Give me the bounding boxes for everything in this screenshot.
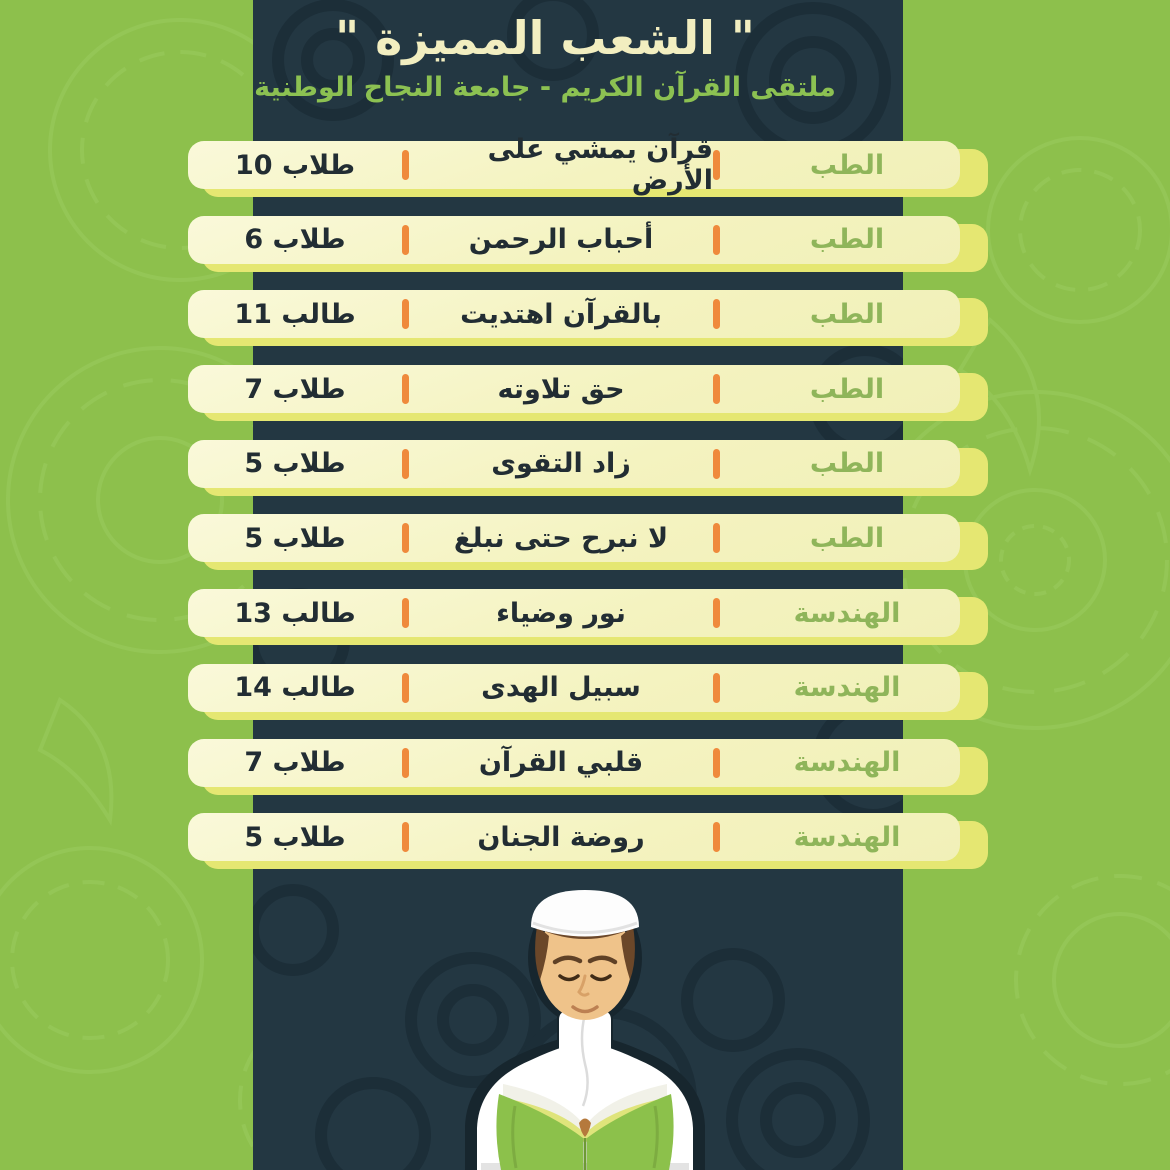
divider-bar — [713, 822, 720, 852]
divider-bar — [402, 523, 409, 553]
department-label: الطب — [809, 522, 885, 554]
students-count: 11 طالب — [234, 298, 356, 330]
group-name: سبيل الهدى — [481, 672, 641, 704]
section-row — [188, 739, 960, 787]
students-count: 10 طلاب — [234, 149, 356, 181]
students-count: 7 طلاب — [244, 373, 346, 405]
divider-bar — [402, 449, 409, 479]
students-count: 14 طالب — [234, 672, 356, 704]
department-label: الطب — [809, 224, 885, 256]
students-count: 6 طلاب — [244, 224, 346, 256]
divider-bar — [402, 673, 409, 703]
department-label: الطب — [809, 298, 885, 330]
section-row — [188, 440, 960, 488]
group-name: زاد التقوى — [491, 448, 631, 480]
divider-bar — [402, 748, 409, 778]
divider-bar — [713, 748, 720, 778]
row-pill — [188, 440, 960, 488]
group-name: روضة الجنان — [477, 821, 645, 853]
section-row — [188, 365, 960, 413]
section-row — [188, 290, 960, 338]
row-pill — [188, 739, 960, 787]
students-count: 13 طالب — [234, 597, 356, 629]
department-label: الطب — [809, 448, 885, 480]
divider-bar — [713, 225, 720, 255]
section-row — [188, 134, 960, 196]
divider-bar — [713, 598, 720, 628]
section-row — [188, 216, 960, 264]
section-row — [188, 813, 960, 861]
department-label: الهندسة — [793, 597, 901, 629]
divider-bar — [402, 299, 409, 329]
row-pill — [188, 134, 960, 196]
divider-bar — [713, 523, 720, 553]
divider-bar — [402, 150, 409, 180]
department-label: الطب — [809, 373, 885, 405]
row-pill — [188, 589, 960, 637]
page-title: " الشعب المميزة " — [335, 11, 755, 65]
department-label: الهندسة — [793, 821, 901, 853]
divider-bar — [713, 150, 720, 180]
department-label: الطب — [809, 149, 885, 181]
divider-bar — [402, 374, 409, 404]
group-name: نور وضياء — [496, 597, 626, 629]
header — [220, 10, 870, 103]
group-name: قلبي القرآن — [478, 747, 644, 778]
group-name: حق تلاوته — [497, 373, 625, 405]
kufi-cap — [531, 890, 639, 937]
row-pill — [188, 290, 960, 338]
divider-bar — [713, 299, 720, 329]
divider-bar — [402, 822, 409, 852]
row-pill — [188, 813, 960, 861]
page-subtitle: ملتقى القرآن الكريم - جامعة النجاح الوطنية — [254, 71, 836, 103]
row-pill — [188, 365, 960, 413]
man-reading-quran-illustration — [433, 880, 733, 1170]
students-count: 5 طلاب — [244, 821, 346, 853]
group-name: أحباب الرحمن — [468, 224, 654, 256]
sections-list — [188, 134, 960, 888]
group-name: قرآن يمشي على الأرض — [487, 134, 713, 196]
divider-bar — [713, 374, 720, 404]
department-label: الهندسة — [793, 672, 901, 704]
section-row — [188, 589, 960, 637]
row-pill — [188, 664, 960, 712]
students-count: 5 طلاب — [244, 522, 346, 554]
row-pill — [188, 514, 960, 562]
divider-bar — [713, 449, 720, 479]
group-name: لا نبرح حتى نبلغ — [453, 522, 669, 554]
row-pill — [188, 216, 960, 264]
divider-bar — [402, 598, 409, 628]
department-label: الهندسة — [793, 747, 901, 778]
students-count: 5 طلاب — [244, 448, 346, 480]
section-row — [188, 664, 960, 712]
students-count: 7 طلاب — [244, 747, 346, 778]
group-name: بالقرآن اهتديت — [460, 298, 662, 330]
divider-bar — [713, 673, 720, 703]
section-row — [188, 514, 960, 562]
divider-bar — [402, 225, 409, 255]
